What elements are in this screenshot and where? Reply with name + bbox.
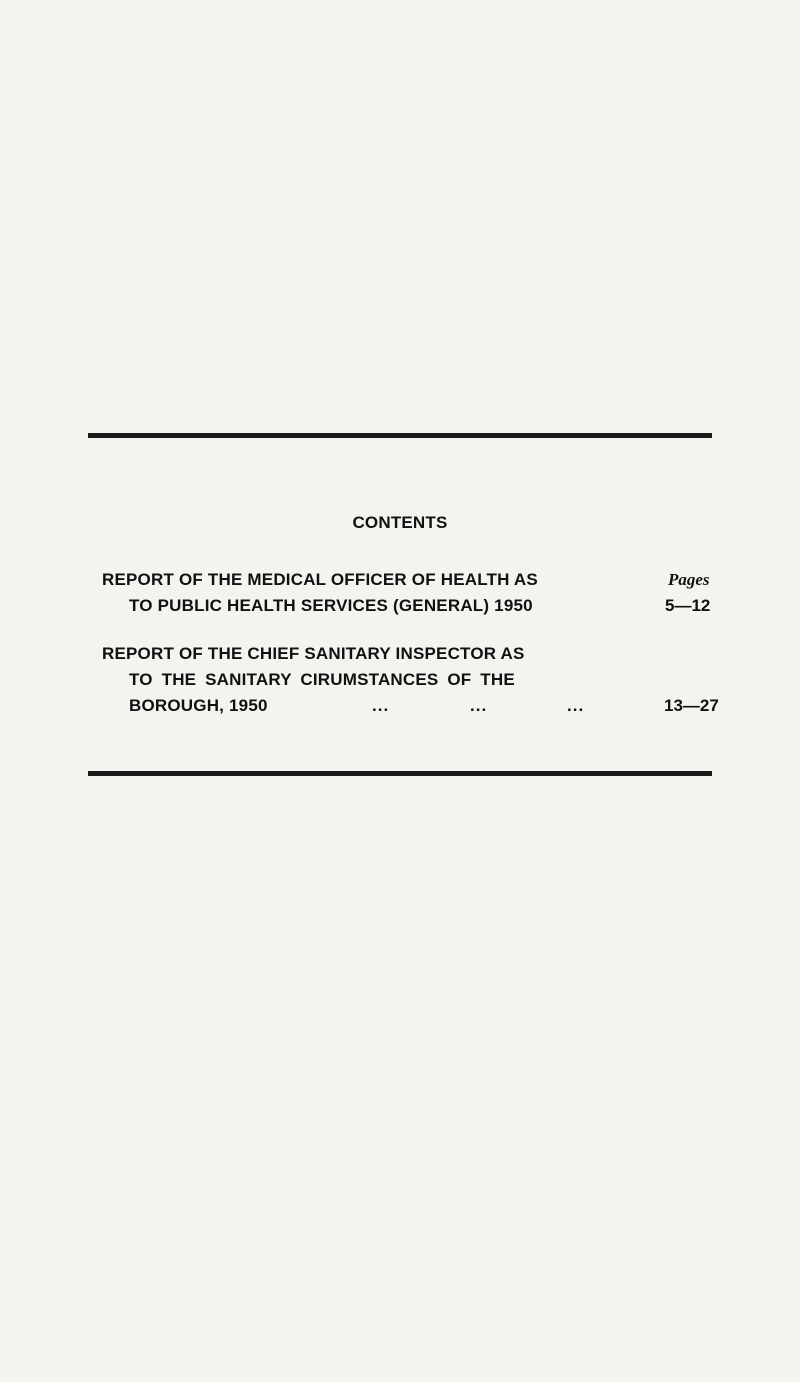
entry-1-line-1: REPORT OF THE MEDICAL OFFICER OF HEALTH AS	[102, 570, 538, 589]
dot-leader: ...	[372, 696, 390, 715]
page-title: CONTENTS	[352, 513, 448, 532]
dot-leader: ...	[470, 696, 488, 715]
bottom-rule	[88, 771, 712, 776]
dot-leader: ...	[567, 696, 585, 715]
entry-2-line-3: BOROUGH, 1950	[129, 696, 268, 715]
entry-1-pages: 5—12	[665, 596, 711, 615]
top-rule	[88, 433, 712, 438]
entry-2-pages: 13—27	[664, 696, 719, 715]
entry-1-line-2: TO PUBLIC HEALTH SERVICES (GENERAL) 1950	[129, 596, 533, 615]
entry-2-line-1: REPORT OF THE CHIEF SANITARY INSPECTOR AS	[102, 644, 525, 663]
entry-2-line-2: TO THE SANITARY CIRUMSTANCES OF THE	[129, 670, 515, 689]
pages-column-header: Pages	[668, 570, 710, 589]
